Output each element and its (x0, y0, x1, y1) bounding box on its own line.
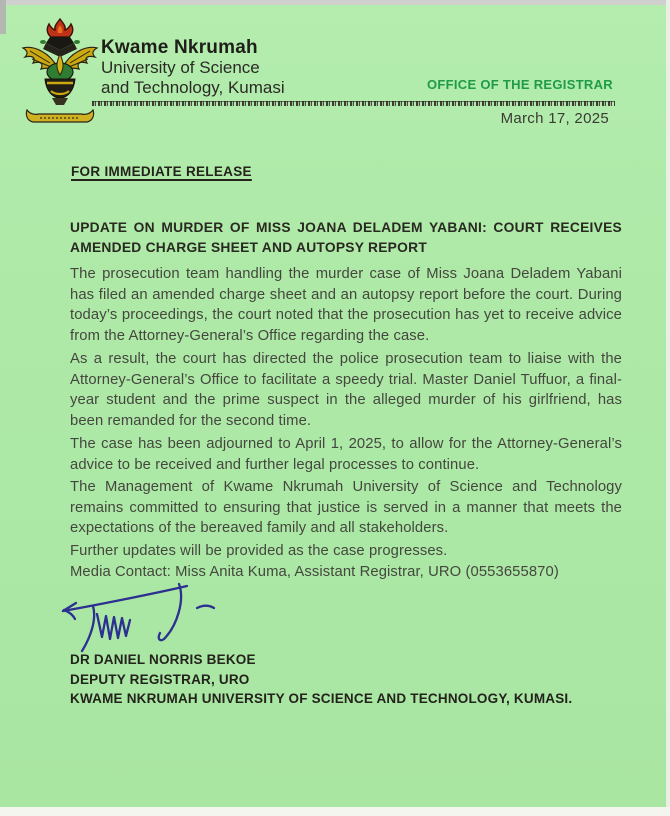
signatory-block (70, 650, 572, 709)
university-name-line1: Kwame Nkrumah (101, 37, 258, 58)
paragraph-adjournment: The case has been adjourned to April 1, 2025, to allow for the Attorney-General’s advice to be received and further legal processes to continue. (70, 436, 622, 473)
header-decorative-rule (92, 101, 615, 106)
scan-edge-bottom (0, 807, 670, 816)
knust-coat-of-arms-icon (20, 16, 100, 130)
for-immediate-release-label: FOR IMMEDIATE RELEASE (71, 164, 252, 179)
release-title: UPDATE ON MURDER OF MISS JOANA DELADEM YABANI: COURT RECEIVES AMENDED CHARGE SHEET AND AUTOPSY REPORT (70, 220, 622, 255)
scan-edge-right (666, 0, 670, 816)
office-of-registrar-label: OFFICE OF THE REGISTRAR (426, 77, 613, 92)
signatory-institution: KWAME NKRUMAH UNIVERSITY OF SCIENCE AND TECHNOLOGY, KUMASI. (70, 691, 573, 706)
university-name (101, 37, 285, 98)
media-contact-line: Media Contact: Miss Anita Kuma, Assistant Registrar, URO (0553655870) (70, 564, 559, 580)
university-name-line3: and Technology, Kumasi (101, 78, 285, 97)
release-date: March 17, 2025 (500, 110, 609, 127)
paragraph-further-updates: Further updates will be provided as the case progresses. (70, 543, 448, 559)
scan-edge-left (0, 0, 6, 34)
paragraph-court-directive: As a result, the court has directed the police prosecution team to liaise with the Attorney-General’s Office to facilitate a speedy trial. Master Daniel Tuffuor, a final-year student and the prime suspect in the alleged murder of his girlfriend, has been remanded for the second time. (70, 351, 622, 429)
signatory-name: DR DANIEL NORRIS BEKOE (70, 652, 256, 667)
signatory-title: DEPUTY REGISTRAR, URO (70, 671, 250, 687)
paragraph-prosecution-filing: The prosecution team handling the murder case of Miss Joana Deladem Yabani has filed an amended charge sheet and an autopsy report before the court. During today’s proceedings, the court noted that the prosecution has yet to receive advice from the Attorney-General’s Office regarding the case. (70, 266, 622, 344)
handwritten-signature (45, 578, 225, 658)
paragraph-management-commitment: The Management of Kwame Nkrumah University of Science and Technology remains committed to ensuring that justice is served in a manner that meets the expectations of the bereaved family and all stakeholders. (70, 479, 622, 537)
scan-edge-top (0, 0, 670, 5)
university-name-line2: University of Science (101, 58, 260, 77)
